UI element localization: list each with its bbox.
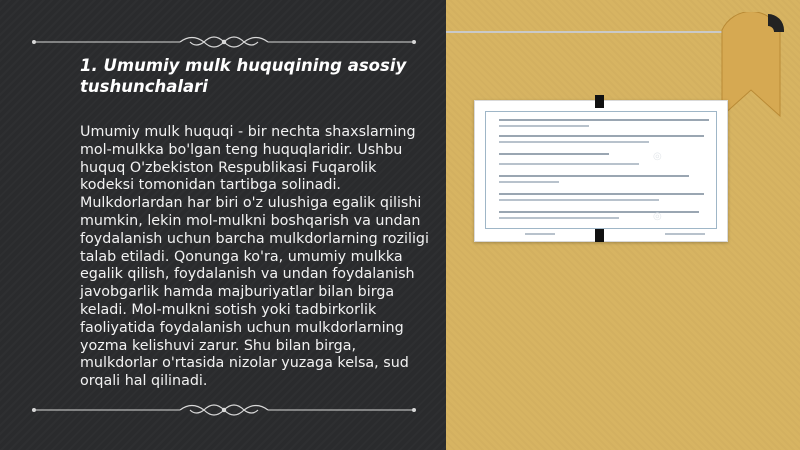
paper-clip-icon: [595, 95, 604, 108]
bottom-ornamental-divider-icon: [30, 399, 418, 421]
ribbon-rail-line: [446, 31, 736, 33]
slide-body-text: Umumiy mulk huquqi - bir nechta shaxslarning mol-mulkka bo'lgan teng huquqlaridir. Ushbu huquq O'zbekiston Respublikasi Fuqarolik kodeksi tomonidan tartibga solinadi. Mulkdorlardan har biri o'z ulushiga egalik qilishi mumkin, lekin mol-mulkni boshqarish va undan foydalanish uchun barcha mulkdorlarning roziligi talab etiladi. Qonunga ko'ra, umumiy mulkka egalik qilish, foydalanish va undan foydalanish javobgarlik hamda majburiyatlar bilan birga keladi. Mol-mulkni sotish yoki tadbirkorlik faoliyatida foydalanish uchun mulkdorlarning yozma kelishuvi zarur. Shu bilan birga, mulkdorlar o'rtasida nizolar yuzaga kelsa, sud orqali hal qilinadi.: [80, 124, 429, 390]
document-image: ◎ ◎: [474, 100, 728, 242]
slide-title: 1. Umumiy mulk huquqining asosiy tushunchalari: [80, 56, 407, 96]
paper-clip-icon: [595, 229, 604, 242]
top-ornamental-divider-icon: [30, 31, 418, 53]
